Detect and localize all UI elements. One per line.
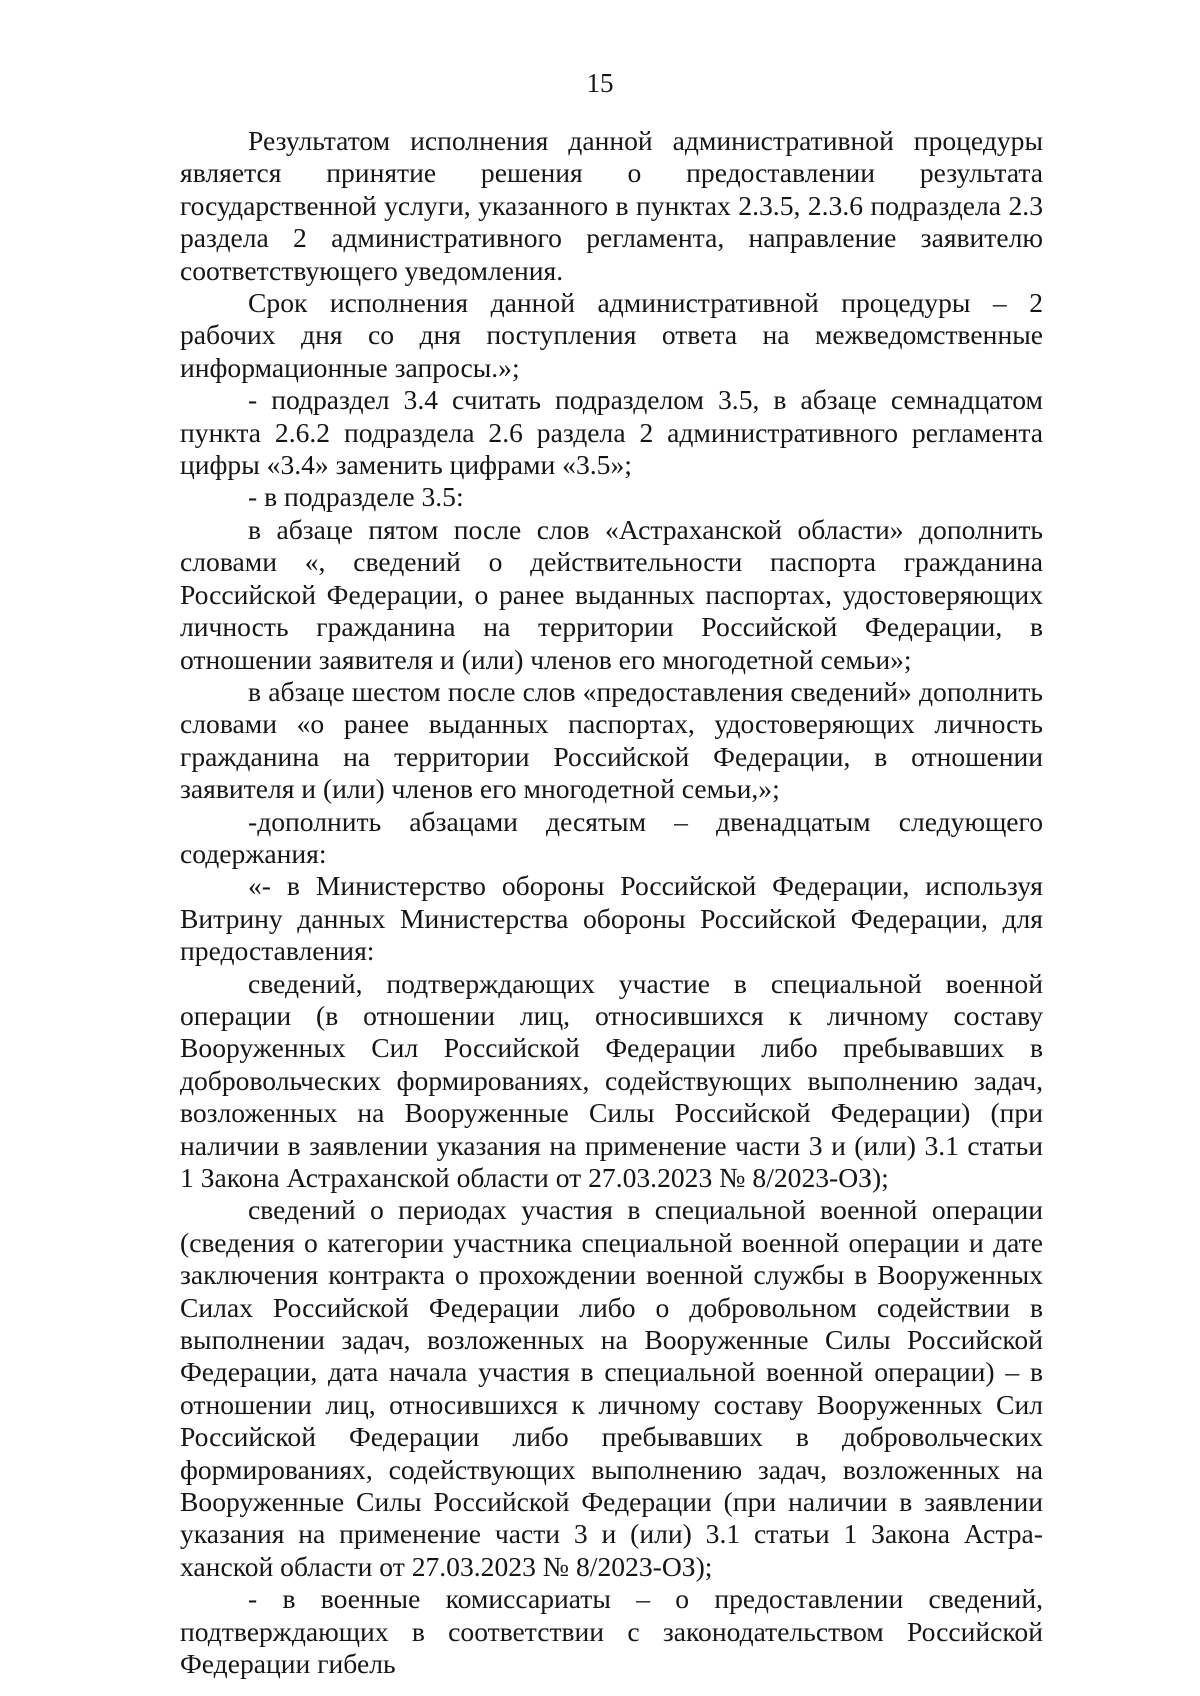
paragraph-sixth-clause: в абзаце шестом после слов «предоставления сведений» дополнить словами «о ранее выданных паспортах, удостоверяющих личность гражданина на территории Российской Федерации, в отношении заявителя и (или) членов его многодетной семьи,»; <box>180 675 1043 805</box>
page-number: 15 <box>586 68 614 98</box>
paragraph-participation-info: сведений, подтверждающих участие в специальной военной операции (в отношении лиц, относившихся к личному составу Вооруженных Сил Российской Федерации либо пребывавших в добровольческих формированиях, содействующих выполнению задач, возложенных на Вооруженные Силы Российской Федерации) (при наличии в заявлении указания на применение части 3 и (или) 3.1 статьи 1 Закона Астраханской области от 27.03.2023 № 8/2023-ОЗ); <box>180 967 1043 1193</box>
paragraph-participation-periods: сведений о периодах участия в специальной военной операции (сведения о категории участника специальной военной операции и дате заключения контракта о прохождении военной службы в Вооруженных Силах Российской Федерации либо о добровольном содействии в выполнении задач, возложенных на Вооруженные Силы Российской Федерации, дата начала участия в специальной военной операции) – в отношении лиц, относившихся к личному составу Вооруженных Сил Российской Федерации либо пребывавших в добровольческих формированиях, содействующих выполнению задач, возложенных на Вооруженные Силы Российской Федерации (при наличии в заявлении указания на применение части 3 и (или) 3.1 статьи 1 Закона Астраханской области от 27.03.2023 № 8/2023-ОЗ); <box>180 1194 1043 1582</box>
document-body <box>180 125 1043 1681</box>
paragraph-ministry-defense: «- в Министерство обороны Российской Федерации, используя Витрину данных Министерства обороны Российской Федерации, для предоставления: <box>180 870 1043 967</box>
paragraph-subsection-3-5: - в подразделе 3.5: <box>248 481 464 513</box>
paragraph-add-clauses: -дополнить абзацами десятым – двенадцатым следующего содержания: <box>180 805 1043 869</box>
paragraph-deadline: Срок исполнения данной административной процедуры – 2 рабочих дня со дня поступления ответа на межведомственные информационные запросы.»; <box>180 287 1043 383</box>
paragraph-subsection-3-4: - подраздел 3.4 считать подразделом 3.5, в абзаце семнадцатом пункта 2.6.2 подраздела 2.6 раздела 2 административного регламента цифры «3.4» заменить цифрами «3.5»; <box>180 384 1043 481</box>
paragraph-result: Результатом исполнения данной административной процедуры является принятие решения о предоставлении результата государственной услуги, указанного в пунктах 2.3.5, 2.3.6 подраздела 2.3 раздела 2 административного регламента, направление заявителю соответствующего уведомления. <box>180 125 1043 286</box>
paragraph-fifth-clause: в абзаце пятом после слов «Астраханской области» дополнить словами «, сведений о действительности паспорта гражданина Российской Федерации, о ранее выданных паспортах, удостоверяющих личность гражданина на территории Российской Федерации, в отношении заявителя и (или) членов его многодетной семьи»; <box>180 513 1043 675</box>
paragraph-military-commissariats: - в военные комиссариаты – о предоставлении сведений, подтверждающих в соответствии с законодательством Российской Федерации гибель <box>180 1583 1043 1680</box>
